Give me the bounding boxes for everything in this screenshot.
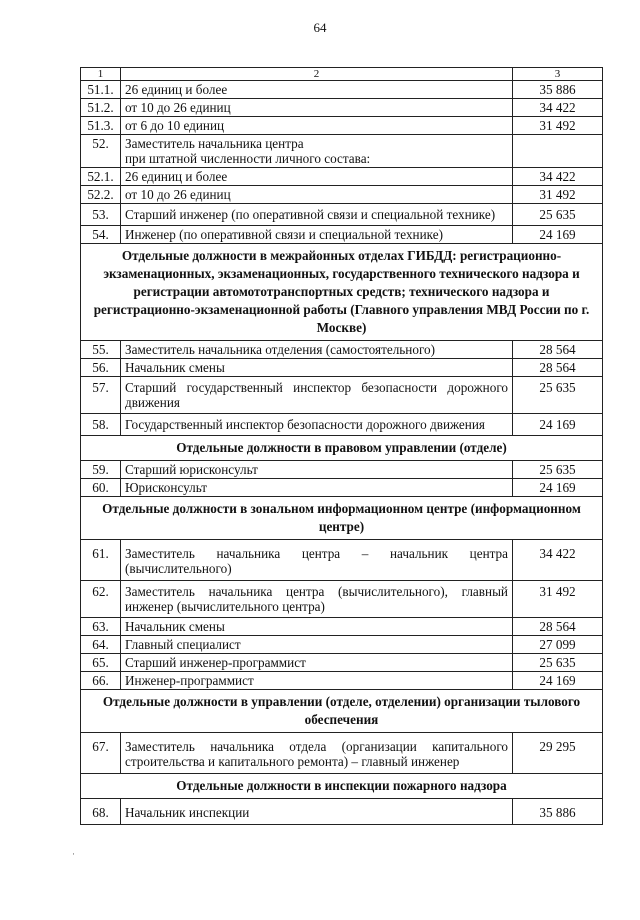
row-number: 60.	[81, 479, 121, 497]
column-header: 1	[81, 68, 121, 81]
row-number: 64.	[81, 636, 121, 654]
position-title: Начальник смены	[121, 359, 513, 377]
row-number: 51.1.	[81, 81, 121, 99]
margin-mark: ·	[72, 849, 75, 859]
section-heading-row	[81, 436, 603, 461]
row-number: 61.	[81, 540, 121, 581]
table-row	[81, 654, 603, 672]
table-row	[81, 359, 603, 377]
section-heading-row	[81, 497, 603, 540]
position-title: Старший юрисконсульт	[121, 461, 513, 479]
position-title: Заместитель начальника отделения (самостоятельного)	[121, 341, 513, 359]
salary-value: 27 099	[513, 636, 603, 654]
column-header: 3	[513, 68, 603, 81]
salary-value: 31 492	[513, 117, 603, 135]
salary-value: 28 564	[513, 359, 603, 377]
section-heading: Отдельные должности в правовом управлении (отделе)	[81, 436, 603, 461]
position-title: от 6 до 10 единиц	[121, 117, 513, 135]
table-row	[81, 636, 603, 654]
table-row	[81, 81, 603, 99]
row-number: 68.	[81, 799, 121, 825]
table-row	[81, 414, 603, 436]
salary-value: 28 564	[513, 618, 603, 636]
section-heading-row	[81, 244, 603, 341]
table-header-row	[81, 68, 603, 81]
row-number: 55.	[81, 341, 121, 359]
table-row	[81, 135, 603, 168]
position-title: 26 единиц и более	[121, 168, 513, 186]
row-number: 52.	[81, 135, 121, 168]
row-number: 65.	[81, 654, 121, 672]
row-number: 58.	[81, 414, 121, 436]
table-row	[81, 733, 603, 774]
table-row	[81, 672, 603, 690]
rows-group	[81, 733, 603, 774]
table-row	[81, 479, 603, 497]
row-number: 51.3.	[81, 117, 121, 135]
salary-value: 35 886	[513, 81, 603, 99]
rows-group	[81, 540, 603, 690]
table-row	[81, 168, 603, 186]
salary-value: 34 422	[513, 168, 603, 186]
table-row	[81, 226, 603, 244]
section-heading: Отдельные должности в управлении (отделе, отделении) организации тылового обеспечения	[81, 690, 603, 733]
table-row	[81, 377, 603, 414]
salary-value: 35 886	[513, 799, 603, 825]
salary-value: 24 169	[513, 672, 603, 690]
salary-value: 31 492	[513, 186, 603, 204]
rows-group	[81, 799, 603, 825]
row-number: 56.	[81, 359, 121, 377]
position-title: Старший инженер (по оперативной связи и специальной технике)	[121, 204, 513, 226]
column-header: 2	[121, 68, 513, 81]
position-title: от 10 до 26 единиц	[121, 186, 513, 204]
position-title: Начальник инспекции	[121, 799, 513, 825]
table-row	[81, 99, 603, 117]
row-number: 52.1.	[81, 168, 121, 186]
section-heading-row	[81, 774, 603, 799]
table-row	[81, 117, 603, 135]
position-title: от 10 до 26 единиц	[121, 99, 513, 117]
table-row	[81, 799, 603, 825]
row-number: 63.	[81, 618, 121, 636]
table-row	[81, 186, 603, 204]
position-title: Главный специалист	[121, 636, 513, 654]
position-title: Старший инженер-программист	[121, 654, 513, 672]
row-number: 62.	[81, 581, 121, 618]
position-title: Старший государственный инспектор безопасности дорожного движения	[121, 377, 513, 414]
position-title: Государственный инспектор безопасности дорожного движения	[121, 414, 513, 436]
row-number: 51.2.	[81, 99, 121, 117]
section-heading-row	[81, 690, 603, 733]
row-number: 67.	[81, 733, 121, 774]
row-number: 57.	[81, 377, 121, 414]
table-row	[81, 581, 603, 618]
table-row	[81, 461, 603, 479]
row-number: 52.2.	[81, 186, 121, 204]
row-number: 66.	[81, 672, 121, 690]
position-title: Заместитель начальника отдела (организации капитального строительства и капитального ремонта) – главный инженер	[121, 733, 513, 774]
salary-value: 31 492	[513, 581, 603, 618]
rows-group	[81, 461, 603, 497]
section-heading: Отдельные должности в межрайонных отделах ГИБДД: регистрационно-экзаменационных, экзаменационных, государственного технического надзора и регистрации автомототранспортных средств; технического надзора и регистрационно-экзаменационной работы (Главного управления МВД России по г. Москве)	[81, 244, 603, 341]
salary-value: 29 295	[513, 733, 603, 774]
position-title: 26 единиц и более	[121, 81, 513, 99]
salary-value: 24 169	[513, 226, 603, 244]
section-heading: Отдельные должности в зональном информационном центре (информационном центре)	[81, 497, 603, 540]
salary-table	[80, 67, 603, 825]
row-number: 53.	[81, 204, 121, 226]
position-title: Инженер (по оперативной связи и специальной технике)	[121, 226, 513, 244]
salary-value: 25 635	[513, 377, 603, 414]
table-row	[81, 540, 603, 581]
position-title: Заместитель начальника центра (вычислительного), главный инженер (вычислительного центра)	[121, 581, 513, 618]
table-row	[81, 204, 603, 226]
rows-group	[81, 81, 603, 244]
row-number: 59.	[81, 461, 121, 479]
position-title: Инженер-программист	[121, 672, 513, 690]
salary-value: 24 169	[513, 414, 603, 436]
row-number: 54.	[81, 226, 121, 244]
salary-value: 25 635	[513, 654, 603, 672]
position-title: Заместитель начальника центра – начальник центра (вычислительного)	[121, 540, 513, 581]
position-title: Начальник смены	[121, 618, 513, 636]
position-title: Заместитель начальника центра при штатной численности личного состава:	[121, 135, 513, 168]
page-number: 64	[313, 20, 327, 35]
table-row	[81, 618, 603, 636]
position-title: Юрисконсульт	[121, 479, 513, 497]
salary-value: 34 422	[513, 540, 603, 581]
salary-value: 34 422	[513, 99, 603, 117]
salary-value	[513, 135, 603, 168]
rows-group	[81, 341, 603, 436]
salary-value: 25 635	[513, 204, 603, 226]
section-heading: Отдельные должности в инспекции пожарного надзора	[81, 774, 603, 799]
salary-value: 24 169	[513, 479, 603, 497]
salary-value: 25 635	[513, 461, 603, 479]
table-row	[81, 341, 603, 359]
salary-value: 28 564	[513, 341, 603, 359]
